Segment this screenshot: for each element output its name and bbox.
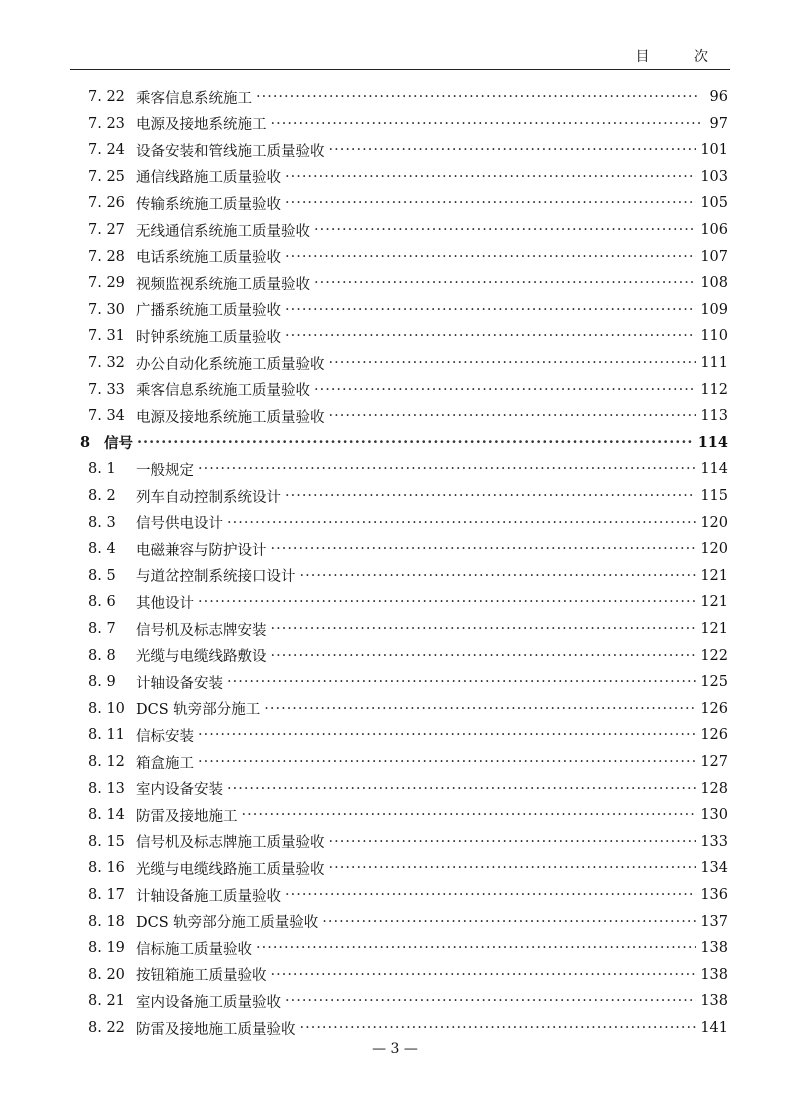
dot-leader [300,1020,697,1036]
toc-entry[interactable] [88,377,728,403]
toc-entry-number: 7. 23 [88,115,125,132]
toc-entry-title: 计轴设备安装 [136,675,223,692]
toc-entry-page: 110 [700,328,728,345]
toc-entry-title: DCS 轨旁部分施工质量验收 [136,915,319,932]
toc-entry-title: 乘客信息系统施工 [136,90,252,107]
toc-entry[interactable] [88,909,728,935]
toc-entry[interactable] [88,483,728,509]
toc-entry-number: 7. 22 [88,89,125,105]
toc-entry[interactable] [88,749,728,775]
dot-leader [329,860,697,876]
toc-entry-title: 室内设备安装 [136,782,223,799]
toc-entry-number: 8. 7 [88,621,116,637]
toc-entry-page: 101 [700,142,728,159]
toc-entry-title: 电磁兼容与防护设计 [136,542,267,559]
toc-entry-title: 信标施工质量验收 [136,941,252,958]
toc-entry-title: 信标安装 [136,728,194,745]
toc-entry-title: 与道岔控制系统接口设计 [136,569,296,586]
toc-entry-number: 8. 18 [88,913,125,930]
toc-entry[interactable] [88,270,728,296]
toc-entry[interactable] [88,962,728,988]
toc-entry[interactable] [88,776,728,802]
toc-entry-page: 105 [700,195,728,212]
toc-entry-page: 141 [700,1020,728,1036]
toc-entry-number: 7. 24 [88,142,125,159]
toc-entry[interactable] [88,563,728,589]
toc-entry-number: 7. 27 [88,222,125,238]
running-header: 目 次 [635,49,728,65]
toc-entry-number: 8. 21 [88,993,125,1010]
toc-entry-title: 无线通信系统施工质量验收 [136,223,310,240]
toc-entry-number: 8. 9 [88,674,116,691]
dot-leader [329,408,697,424]
toc-entry-number: 8. 3 [88,514,116,531]
toc-entry-title: 防雷及接地施工质量验收 [136,1021,296,1038]
toc-entry-title: 信号机及标志牌安装 [136,622,267,639]
toc-entry-page: 96 [709,89,728,105]
dot-leader [329,142,697,158]
toc-entry-number: 7. 34 [88,408,125,425]
dot-leader [285,302,696,318]
toc-entry[interactable] [88,510,728,536]
toc-entry-number: 8. 10 [88,700,125,717]
toc-entry-page: 133 [700,833,728,850]
toc-entry-number: 7. 26 [88,195,125,212]
toc-entry[interactable] [88,696,728,722]
dot-leader [271,116,701,132]
dot-leader [285,887,696,903]
toc-entry-page: 114 [700,461,728,478]
toc-entry-page: 125 [700,674,728,691]
toc-entry-title: 信号机及标志牌施工质量验收 [136,835,325,852]
dot-leader [256,89,700,105]
toc-entry-number: 7. 28 [88,248,125,265]
dot-leader [300,568,697,584]
toc-entry-number: 8. 19 [88,940,125,957]
toc-entry-page: 122 [700,647,728,664]
toc-entry-number: 8. 5 [88,567,116,584]
toc-entry[interactable] [88,536,728,562]
dot-leader [198,461,696,477]
toc-entry-page: 120 [700,514,728,531]
toc-entry-title: 箱盒施工 [136,755,194,772]
dot-leader [285,195,696,211]
dot-leader [285,488,696,504]
toc-entry-page: 137 [700,913,728,930]
dot-leader [314,222,696,238]
dot-leader [227,515,696,531]
dot-leader [314,275,696,291]
toc-entry[interactable] [88,111,728,137]
toc-entry-number: 8. 13 [88,780,125,797]
toc-entry[interactable] [88,164,728,190]
dot-leader [227,781,696,797]
toc-entry-page: 126 [700,727,728,744]
toc-entry-page: 103 [700,168,728,185]
toc-entry[interactable] [88,403,728,429]
toc-entry-page: 97 [709,115,728,132]
toc-entry-page: 120 [700,541,728,558]
toc-entry-number: 8. 12 [88,754,125,770]
toc-entry-number: 8. 6 [88,594,116,611]
toc-entry[interactable] [88,643,728,669]
dot-leader [271,621,697,637]
toc-entry-number: 7. 30 [88,301,125,318]
dot-leader [285,169,696,185]
dot-leader [137,434,694,451]
toc-entry-title: 按钮箱施工质量验收 [136,968,267,985]
toc-entry[interactable] [88,244,728,270]
toc-entry-title: 光缆与电缆线路敷设 [136,649,267,666]
dot-leader [198,594,696,610]
toc-entry-number: 7. 31 [88,328,125,345]
toc-entry-title: 列车自动控制系统设计 [136,489,281,506]
dot-leader [322,914,696,930]
dot-leader [242,807,697,823]
toc-entry-title: 室内设备施工质量验收 [136,994,281,1011]
dot-leader [329,834,697,850]
toc-entry-page: 138 [700,966,728,983]
toc-entry-title: 乘客信息系统施工质量验收 [136,383,310,400]
toc-entry-page: 126 [700,700,728,717]
toc-entry-page: 121 [700,621,728,637]
dot-leader [198,727,696,743]
toc-entry-title: 电源及接地系统施工质量验收 [136,409,325,426]
toc-entry-page: 134 [700,860,728,877]
toc-entry-number: 8. 15 [88,833,125,850]
toc-entry-title: 广播系统施工质量验收 [136,303,281,320]
toc-entry-title: 电话系统施工质量验收 [136,250,281,267]
dot-leader [271,541,697,557]
toc-entry-page: 136 [700,887,728,903]
page-number: — 3 — [372,1041,418,1057]
toc-entry[interactable] [88,855,728,881]
toc-entry[interactable] [88,616,728,642]
dot-leader [285,249,696,265]
toc-entry-number: 8. 2 [88,488,116,504]
toc-entry-number: 7. 25 [88,168,125,185]
toc-entry-page: 107 [700,248,728,265]
toc-entry-number: 7. 33 [88,381,125,398]
dot-leader [285,993,696,1009]
toc-entry[interactable] [88,589,728,615]
toc-entry-title: 电源及接地系统施工 [136,117,267,134]
toc-entry-page: 138 [700,940,728,957]
toc-entry-page: 108 [700,275,728,292]
toc-entry[interactable] [88,882,728,908]
toc-entry-title: 一般规定 [136,462,194,479]
toc-entry-page: 121 [700,567,728,584]
toc-entry-page: 109 [700,301,728,318]
toc-entry-number: 8. 1 [88,461,116,478]
toc-entry-title: 办公自动化系统施工质量验收 [136,356,325,373]
toc-entry[interactable] [88,988,728,1014]
toc-entry[interactable] [88,323,728,349]
toc-entry-page: 112 [700,381,728,398]
dot-leader [329,355,697,371]
toc-entry-number: 7. 29 [88,275,125,292]
toc-entry-title: 通信线路施工质量验收 [136,170,281,187]
toc-entry[interactable] [88,1015,728,1041]
toc-entry-number: 8. 16 [88,860,125,877]
toc-entry-number: 8. 8 [88,647,116,664]
header-rule [70,69,730,70]
toc-entry-title: 时钟系统施工质量验收 [136,329,281,346]
dot-leader [264,701,696,717]
toc-entry-number: 8. 4 [88,541,116,558]
toc-entry[interactable] [88,935,728,961]
toc-entry[interactable] [88,829,728,855]
toc-entry[interactable] [88,137,728,163]
toc-entry-page: 128 [700,780,728,797]
toc-entry-number: 8. 22 [88,1020,125,1036]
toc-entry-page: 113 [700,408,728,425]
toc-entry-number: 8. 20 [88,966,125,983]
dot-leader [271,967,697,983]
toc-entry-page: 138 [700,993,728,1010]
dot-leader [198,754,696,770]
toc-entry-number: 8. 11 [88,727,125,744]
dot-leader [256,940,696,956]
toc-entry-number: 8. 14 [88,807,125,824]
toc-entry-title: 视频监视系统施工质量验收 [136,276,310,293]
toc-entry-number: 8 [80,434,91,452]
toc-entry-page: 121 [700,594,728,611]
toc-entry-page: 114 [697,434,728,452]
toc-entry-title: 计轴设备施工质量验收 [136,888,281,905]
dot-leader [227,674,696,690]
toc-entry[interactable] [88,217,728,243]
toc-entry-title: 传输系统施工质量验收 [136,196,281,213]
toc-entry-number: 7. 32 [88,355,125,371]
toc-entry[interactable] [88,669,728,695]
toc-entry[interactable] [88,350,728,376]
toc-entry[interactable] [88,722,728,748]
toc-entry-title: 设备安装和管线施工质量验收 [136,143,325,160]
dot-leader [314,382,696,398]
toc-entry-page: 127 [700,754,728,770]
toc-entry[interactable] [88,297,728,323]
toc-entry-page: 106 [700,222,728,238]
toc-entry-title: 信号供电设计 [136,516,223,533]
toc-entry-title: DCS 轨旁部分施工 [136,702,261,719]
toc-entry-page: 111 [700,355,728,371]
toc-entry[interactable] [88,190,728,216]
toc-entry[interactable] [88,84,728,110]
toc-entry-number: 8. 17 [88,887,125,903]
toc-entry[interactable] [88,456,728,482]
toc-chapter-entry[interactable] [80,430,728,456]
toc-entry-page: 115 [700,488,728,504]
toc-entry[interactable] [88,802,728,828]
dot-leader [271,648,697,664]
toc-entry-title: 其他设计 [136,595,194,612]
toc-entry-page: 130 [700,807,728,824]
dot-leader [285,328,696,344]
toc-entry-title: 信号 [104,435,133,453]
toc-entry-title: 防雷及接地施工 [136,808,238,825]
toc-entry-title: 光缆与电缆线路施工质量验收 [136,861,325,878]
